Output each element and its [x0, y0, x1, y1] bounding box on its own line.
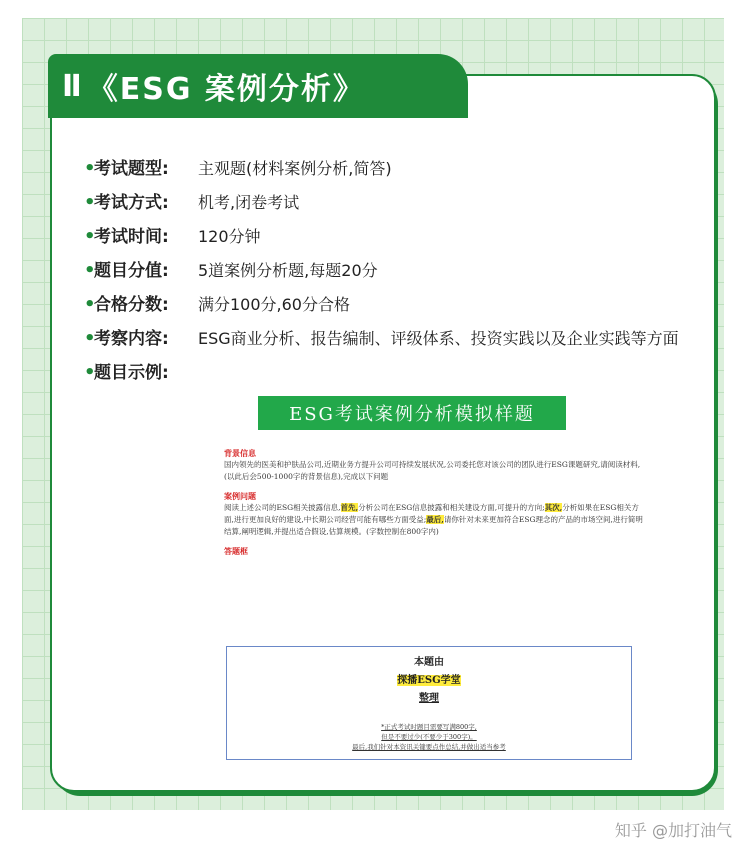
example-title: ESG考试案例分析模拟样题 — [258, 396, 566, 430]
question-text: 阅读上述公司的ESG相关披露信息, — [224, 503, 341, 512]
answer-line-1: 本题由 — [414, 657, 444, 668]
answer-line-2 — [227, 671, 631, 686]
bullet-icon: • — [84, 328, 96, 349]
page-title: 《ESG 案例分析》 — [87, 72, 365, 107]
question-heading: 案例问题 — [224, 491, 256, 501]
item-label: 题目分值: — [94, 261, 169, 281]
answer-heading: 答题框 — [224, 546, 248, 556]
item-label: 考试题型: — [94, 159, 169, 179]
highlight-first: 首先, — [340, 503, 359, 512]
list-item — [84, 360, 704, 386]
title-bars-icon: Ⅱ — [62, 68, 80, 104]
answer-note — [227, 722, 631, 752]
item-value: 满分100分,60分合格 — [198, 295, 350, 314]
bullet-icon: • — [84, 260, 96, 281]
list-item — [84, 156, 704, 182]
list-item — [84, 292, 704, 318]
item-label: 考察内容: — [94, 329, 169, 349]
item-label: 题目示例: — [94, 363, 169, 383]
poster-background — [22, 18, 724, 810]
list-item — [84, 326, 704, 352]
question-body — [224, 502, 644, 538]
bullet-icon: • — [84, 362, 96, 383]
background-heading: 背景信息 — [224, 448, 256, 458]
item-value: 5道案例分析题,每题20分 — [198, 261, 378, 280]
bullet-icon: • — [84, 158, 96, 179]
list-item — [84, 258, 704, 284]
answer-box — [226, 646, 632, 760]
item-label: 考试时间: — [94, 227, 169, 247]
answer-line-3: 整理 — [419, 693, 439, 704]
item-value: 120分钟 — [198, 227, 261, 246]
bullet-icon: • — [84, 192, 96, 213]
answer-note-2: 但是不要过少(不要少于300字)。 — [381, 733, 477, 741]
item-value: ESG商业分析、报告编制、评级体系、投资实践以及企业实践等方面 — [198, 329, 679, 348]
bullet-icon: • — [84, 294, 96, 315]
item-label: 合格分数: — [94, 295, 169, 315]
bullet-icon: • — [84, 226, 96, 247]
question-text: 分析公司在ESG信息披露和相关建设方面,可提升的方向; — [358, 503, 545, 512]
question-text: 分析如果在ESG相关方面,进行更加良好的建设,中长期公司经营可能有哪些方面受益; — [224, 503, 639, 524]
item-value: 主观题(材料案例分析,简答) — [198, 159, 392, 178]
highlight-second: 其次, — [544, 503, 563, 512]
item-value: 机考,闭卷考试 — [198, 193, 300, 212]
item-label: 考试方式: — [94, 193, 169, 213]
question-text: 请你针对未来更加符合ESG理念的产品的市场空间,进行简明结算,阐明逻辑,并提出适合假设,估算规模。(字数控制在800字内) — [224, 515, 643, 536]
title-banner — [48, 54, 468, 118]
background-body: 国内领先的医美和护肤品公司,近期业务方提升公司可持续发展状况,公司委托您对该公司的团队进行ESG课题研究,请阅读材料,(以此后会500-1000字的背景信息),完成以下问题 — [224, 460, 641, 481]
watermark: 知乎 @加打油气 — [614, 821, 732, 840]
answer-note-3: 最后,我们针对本资讯关键要点作总结,并做出适当参考 — [352, 743, 506, 751]
example-document — [224, 440, 644, 557]
highlight-last: 最后, — [426, 515, 444, 524]
exam-info-list — [84, 156, 704, 394]
list-item — [84, 224, 704, 250]
answer-source: 探播ESG学堂 — [397, 675, 461, 686]
answer-note-1: *正式考试时题目需要写满800字, — [381, 723, 477, 731]
list-item — [84, 190, 704, 216]
